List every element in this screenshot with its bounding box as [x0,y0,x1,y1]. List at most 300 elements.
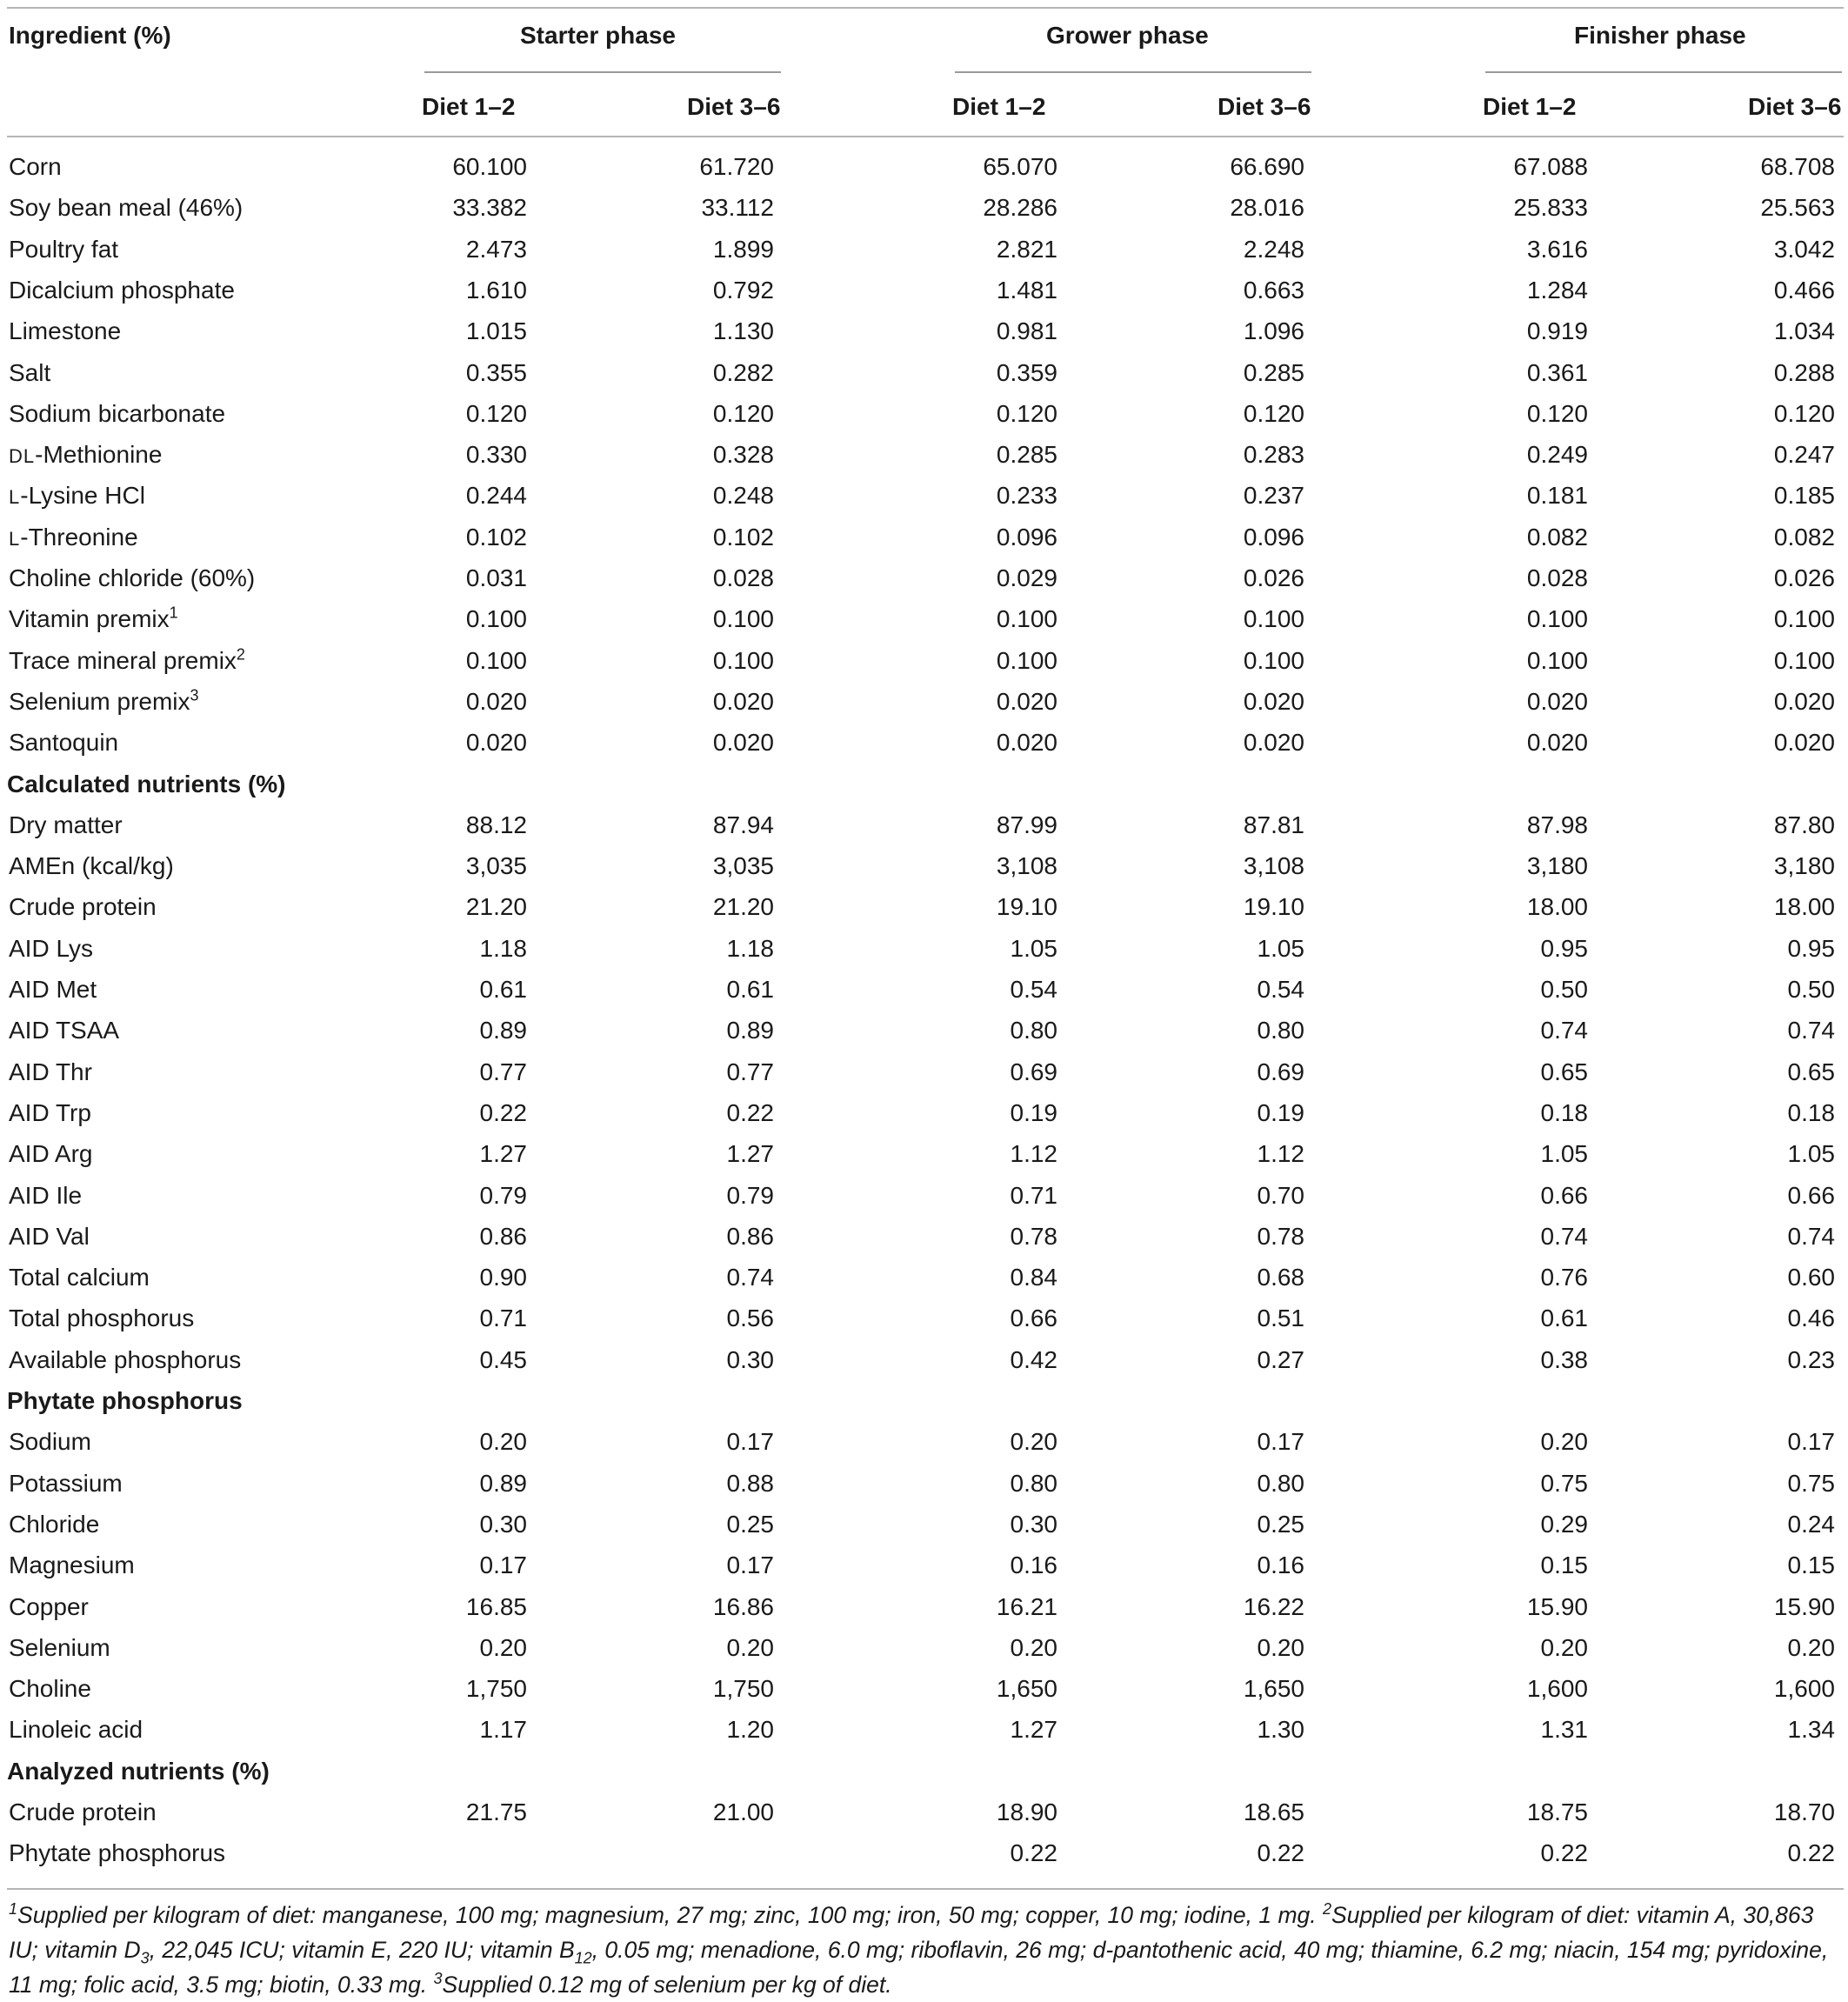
row-label [9,1798,157,1827]
row-label-text: AID Thr [9,1058,92,1085]
table-cell: 0.74 [1787,1017,1835,1044]
table-cell: 0.30 [726,1346,774,1373]
table-cell: 0.69 [1257,1058,1304,1085]
table-cell: 1,600 [1773,1675,1835,1702]
table-cell: 0.68 [1257,1264,1304,1291]
table-cell: 65.070 [983,153,1057,180]
table-cell: 0.75 [1540,1470,1588,1497]
row-label [9,1633,110,1663]
row-label [9,1551,135,1580]
table-cell: 0.22 [479,1099,527,1126]
row-label-text: -Threonine [20,524,138,551]
table-cell: 18.75 [1526,1798,1588,1825]
table-cell: 0.20 [1010,1428,1057,1455]
table-cell: 3.042 [1773,236,1835,263]
table-cell: 0.100 [1243,605,1304,632]
table-cell: 0.74 [1540,1017,1588,1044]
table-cell: 0.100 [465,647,527,674]
table-cell: 0.89 [479,1017,527,1044]
table-cell: 0.84 [1010,1264,1057,1291]
table-cell: 1.05 [1257,935,1304,962]
table-cell: 0.285 [1243,359,1304,386]
row-label [9,1058,92,1087]
section-heading: Phytate phosphorus [7,1387,243,1414]
table-cell: 0.20 [1540,1428,1588,1455]
table-cell: 21.00 [712,1798,774,1825]
table-cell: 0.80 [1010,1017,1057,1044]
table-cell: 0.096 [996,524,1057,551]
table-cell: 0.19 [1010,1099,1057,1126]
table-cell: 0.082 [1773,524,1835,551]
footnote-text-1: Supplied per kilogram of diet: manganese, 100 mg; magnesium, 27 mg; zinc, 100 mg; iron, 50 mg; copper, 10 mg; iodine, 1 mg. [17,1902,1324,1928]
table-cell: 1.034 [1773,317,1835,344]
row-label [9,317,121,346]
table-cell: 0.16 [1257,1552,1304,1578]
table-cell: 0.020 [1243,688,1304,715]
table-cell: 33.112 [701,194,774,221]
table-cell: 0.23 [1787,1346,1835,1373]
row-label-text: Vitamin premix [9,605,170,632]
row-label [9,481,145,512]
table-cell: 1.015 [465,317,527,344]
row-label-text: Limestone [9,317,122,344]
table-cell: 1.34 [1787,1716,1835,1743]
table-cell: 1.27 [479,1140,527,1167]
table-cell: 0.233 [996,482,1057,509]
table-cell: 0.22 [1540,1839,1588,1866]
table-cell: 1.096 [1243,317,1304,344]
diet-header-5: Diet 1–2 [1483,93,1577,120]
section-heading: Analyzed nutrients (%) [7,1758,270,1785]
table-cell: 0.026 [1243,564,1304,591]
table-cell: 0.78 [1257,1223,1304,1250]
table-cell: 0.70 [1257,1182,1304,1209]
row-label-text: Selenium premix [9,688,190,715]
table-cell: 33.382 [452,194,527,221]
row-label-text: AID Arg [9,1140,93,1167]
row-label [9,1181,82,1211]
table-cell: 1.27 [1010,1716,1057,1743]
table-cell: 21.20 [465,893,527,920]
row-label-text: AID Lys [9,935,93,962]
table-cell: 0.100 [712,647,774,674]
table-cell: 0.18 [1787,1099,1835,1126]
table-cell: 0.80 [1257,1017,1304,1044]
row-label [9,1345,241,1375]
table-cell: 0.86 [726,1223,774,1250]
table-cell: 1.130 [712,317,774,344]
table-cell: 3,180 [1526,852,1588,879]
table-cell: 1.05 [1787,1140,1835,1167]
row-label [9,440,162,471]
table-cell: 25.833 [1513,194,1588,221]
row-label [9,235,118,264]
table-cell: 87.98 [1526,811,1588,838]
row-label [9,1674,91,1704]
table-cell: 0.66 [1540,1182,1588,1209]
table-cell: 1.18 [479,935,527,962]
table-cell: 0.20 [1540,1634,1588,1661]
table-cell: 0.283 [1243,441,1304,468]
table-cell: 0.466 [1773,277,1835,304]
table-cell: 0.80 [1257,1470,1304,1497]
row-label-text: Linoleic acid [9,1716,143,1743]
table-cell: 87.81 [1243,811,1304,838]
table-cell: 1.12 [1010,1140,1057,1167]
table-cell: 0.100 [712,605,774,632]
table-cell: 0.22 [1257,1839,1304,1866]
table-cell: 0.89 [479,1470,527,1497]
row-label-text: Poultry fat [9,236,119,263]
row-label-text: AMEn (kcal/kg) [9,852,174,879]
table-cell: 0.76 [1540,1264,1588,1291]
table-cell: 0.102 [465,524,527,551]
table-cell: 0.71 [479,1305,527,1331]
table-cell: 0.244 [465,482,527,509]
footnote-text-2c: , 0.05 mg; menadione, 6.0 mg; riboflavin, 26 mg; d-pantothenic acid, 40 mg; thiamine, 6.2 mg; niacin, 154 mg; pyridoxine, 11 mg; folic acid, 3.5 mg; biotin, 0.33 mg. [9,1937,1829,1998]
row-label [9,604,178,634]
table-cell: 1.284 [1526,277,1588,304]
table-cell: 19.10 [1243,893,1304,920]
table-cell: 0.100 [1773,605,1835,632]
table-cell: 3,108 [996,852,1057,879]
table-cell: 1,750 [712,1675,774,1702]
table-cell: 0.75 [1787,1470,1835,1497]
table-cell: 0.20 [1010,1634,1057,1661]
row-label-text: Sodium bicarbonate [9,400,226,427]
table-cell: 0.80 [1010,1470,1057,1497]
table-cell: 19.10 [996,893,1057,920]
table-cell: 1.05 [1540,1140,1588,1167]
table-cell: 1,750 [465,1675,527,1702]
table-cell: 0.020 [465,729,527,756]
table-cell: 0.100 [1526,647,1588,674]
diet-header-3: Diet 1–2 [952,93,1046,120]
table-cell: 88.12 [465,811,527,838]
row-label [9,1469,123,1498]
row-label [9,646,245,676]
table-cell: 0.100 [1773,647,1835,674]
row-label [9,1016,119,1045]
table-cell: 0.18 [1540,1099,1588,1126]
table-cell: 0.120 [1243,400,1304,427]
table-cell: 0.61 [1540,1305,1588,1331]
row-label [9,1839,225,1868]
table-cell: 60.100 [452,153,527,180]
table-cell: 0.86 [479,1223,527,1250]
table-cell: 0.663 [1243,277,1304,304]
table-cell: 66.690 [1230,153,1304,180]
table-cell: 0.120 [1773,400,1835,427]
row-label-text: Trace mineral premix [9,647,237,674]
table-cell: 0.082 [1526,524,1588,551]
row-label-text: Choline [9,1675,91,1702]
row-label-text: Choline chloride (60%) [9,564,256,591]
table-cell: 0.100 [465,605,527,632]
table-cell: 0.95 [1787,935,1835,962]
table-cell: 1.18 [726,935,774,962]
table-cell: 0.288 [1773,359,1835,386]
table-cell: 0.100 [996,647,1057,674]
table-cell: 15.90 [1773,1593,1835,1620]
table-cell: 0.46 [1787,1305,1835,1331]
row-label [9,152,62,182]
row-label-text: AID TSAA [9,1017,120,1044]
table-cell: 0.15 [1540,1552,1588,1578]
table-cell: 0.29 [1540,1511,1588,1538]
table-cell: 0.71 [1010,1182,1057,1209]
table-cell: 0.77 [726,1058,774,1085]
table-cell: 0.282 [712,359,774,386]
table-cell: 28.016 [1230,194,1304,221]
table-cell: 1.610 [465,277,527,304]
starter-phase-rule [424,71,781,73]
table-cell: 0.17 [1257,1428,1304,1455]
row-label [9,728,118,757]
table-cell: 0.102 [712,524,774,551]
table-cell: 0.45 [479,1346,527,1373]
row-label-text: Soy bean meal (46%) [9,194,244,221]
table-cell: 0.020 [712,688,774,715]
table-cell: 0.100 [1526,605,1588,632]
table-cell: 0.028 [1526,564,1588,591]
table-cell: 0.54 [1010,976,1057,1003]
row-label [9,1263,150,1292]
header-rule [7,136,1844,137]
row-label [9,193,243,223]
table-cell: 1,650 [1243,1675,1304,1702]
diet-header-6: Diet 3–6 [1748,93,1842,120]
diet-header-2: Diet 3–6 [687,93,781,120]
table-cell: 0.65 [1787,1058,1835,1085]
table-cell: 1.05 [1010,935,1057,962]
table-cell: 0.54 [1257,976,1304,1003]
row-label [9,811,123,840]
table-cell: 1.17 [479,1716,527,1743]
table-cell: 0.247 [1773,441,1835,468]
table-cell: 16.22 [1243,1593,1304,1620]
table-cell: 0.20 [479,1634,527,1661]
row-label-text: Phytate phosphorus [9,1839,226,1866]
table-cell: 0.330 [465,441,527,468]
table-cell: 0.020 [1773,729,1835,756]
row-label-text: Salt [9,359,51,386]
table-cell: 0.248 [712,482,774,509]
table-cell: 0.77 [479,1058,527,1085]
table-cell: 67.088 [1513,153,1588,180]
table-cell: 0.56 [726,1305,774,1331]
row-label-footnote-marker: 3 [190,686,199,704]
row-label [9,851,174,881]
footnote-marker-3: 3 [433,1970,443,1988]
table-cell: 0.30 [1010,1511,1057,1538]
table-cell: 0.19 [1257,1099,1304,1126]
table-cell: 0.120 [712,400,774,427]
row-label [9,934,93,964]
bottom-rule [7,1888,1844,1890]
table-cell: 0.90 [479,1264,527,1291]
table-cell: 0.74 [726,1264,774,1291]
table-cell: 2.248 [1243,236,1304,263]
table-cell: 0.17 [726,1552,774,1578]
table-cell: 0.50 [1540,976,1588,1003]
table-cell: 0.61 [726,976,774,1003]
table-cell: 0.22 [1010,1839,1057,1866]
footnote [9,1898,1839,2002]
table-cell: 0.792 [712,277,774,304]
table-cell: 0.95 [1540,935,1588,962]
row-label-text: Santoquin [9,729,119,756]
starter-phase-header: Starter phase [520,22,676,49]
table-cell: 15.90 [1526,1593,1588,1620]
row-label [9,1427,91,1457]
table-cell: 0.181 [1526,482,1588,509]
finisher-phase-header: Finisher phase [1574,22,1746,49]
table-cell: 0.79 [479,1182,527,1209]
row-label-text: Sodium [9,1428,91,1455]
table-cell: 0.20 [479,1428,527,1455]
row-label [9,1715,143,1745]
table-cell: 0.120 [996,400,1057,427]
table-cell: 21.75 [465,1798,527,1825]
table-cell: 0.020 [465,688,527,715]
table-cell: 87.94 [712,811,774,838]
row-label-text: Crude protein [9,893,157,920]
row-label [9,1510,99,1539]
row-label-text: AID Ile [9,1182,83,1209]
table-cell: 0.020 [1526,729,1588,756]
table-cell: 0.30 [479,1511,527,1538]
row-label [9,276,235,305]
row-label-text: Available phosphorus [9,1346,242,1373]
row-label [9,1304,194,1333]
row-label [9,1222,90,1251]
table-cell: 0.026 [1773,564,1835,591]
table-cell: 0.66 [1010,1305,1057,1331]
row-label-text: Dicalcium phosphate [9,277,235,304]
row-label-text: Selenium [9,1634,110,1661]
footnote-text-2a: Supplied per kilogram of diet: vitamin A, 30,863 IU; vitamin D [9,1902,1814,1963]
table-cell: 0.919 [1526,317,1588,344]
table-cell: 3,180 [1773,852,1835,879]
ingredient-header: Ingredient (%) [9,22,171,49]
table-cell: 0.020 [1773,688,1835,715]
table-cell: 0.22 [726,1099,774,1126]
row-label-text: AID Trp [9,1099,91,1126]
table-cell: 0.17 [1787,1428,1835,1455]
table-cell: 2.821 [996,236,1057,263]
table-cell: 0.17 [479,1552,527,1578]
row-label-text: Corn [9,153,62,180]
table-cell: 16.86 [712,1593,774,1620]
row-label [9,1592,89,1622]
row-label-footnote-marker: 2 [236,645,245,664]
table-cell: 68.708 [1760,153,1835,180]
table-cell: 18.90 [996,1798,1057,1825]
table-cell: 0.020 [1243,729,1304,756]
row-label-text: Magnesium [9,1552,135,1578]
section-heading: Calculated nutrients (%) [7,771,286,797]
table-cell: 0.029 [996,564,1057,591]
row-label-text: Chloride [9,1511,100,1538]
row-label-text: Potassium [9,1470,123,1497]
table-cell: 0.74 [1540,1223,1588,1250]
table-cell: 0.328 [712,441,774,468]
row-label [9,1139,92,1169]
footnote-text-2b: , 22,045 ICU; vitamin E, 220 IU; vitamin B [149,1937,575,1963]
row-label-footnote-marker: 1 [169,604,178,622]
table-cell: 1,600 [1526,1675,1588,1702]
table-cell: 1.12 [1257,1140,1304,1167]
table-cell: 16.21 [996,1593,1057,1620]
row-label [9,687,199,717]
footnote-marker-2: 2 [1323,1900,1332,1919]
grower-phase-rule [955,71,1311,73]
table-cell: 2.473 [465,236,527,263]
row-label-prefix: DL [9,445,36,467]
table-cell: 0.355 [465,359,527,386]
table-cell: 3,035 [465,852,527,879]
table-cell: 87.80 [1773,811,1835,838]
table-cell: 0.20 [726,1634,774,1661]
table-cell: 1,650 [996,1675,1057,1702]
table-cell: 0.27 [1257,1346,1304,1373]
table-cell: 0.65 [1540,1058,1588,1085]
table-cell: 18.65 [1243,1798,1304,1825]
table-cell: 0.100 [996,605,1057,632]
footnote-sub-d3: 3 [140,1949,150,1967]
table-cell: 16.85 [465,1593,527,1620]
row-label [9,358,50,388]
table-cell: 0.61 [479,976,527,1003]
table-cell: 0.88 [726,1470,774,1497]
table-cell: 1.481 [996,277,1057,304]
table-cell: 61.720 [699,153,774,180]
table-cell: 0.51 [1257,1305,1304,1331]
table-cell: 0.20 [1787,1634,1835,1661]
table-cell: 18.00 [1526,893,1588,920]
diet-header-4: Diet 3–6 [1218,93,1311,120]
top-rule [7,7,1844,9]
table-cell: 0.237 [1243,482,1304,509]
table-cell: 1.899 [712,236,774,263]
table-cell: 0.359 [996,359,1057,386]
row-label-text: -Methionine [35,441,163,468]
table-cell: 3,035 [712,852,774,879]
row-label [9,523,138,554]
table-cell: 0.66 [1787,1182,1835,1209]
table-cell: 0.031 [465,564,527,591]
table-cell: 0.38 [1540,1346,1588,1373]
table-cell: 0.981 [996,317,1057,344]
table-cell: 0.100 [1243,647,1304,674]
row-label-prefix: L [9,486,21,508]
table-cell: 0.25 [1257,1511,1304,1538]
table-cell: 1.31 [1540,1716,1588,1743]
row-label-text: AID Met [9,976,97,1003]
table-cell: 0.74 [1787,1223,1835,1250]
row-label [9,564,255,593]
grower-phase-header: Grower phase [1046,22,1209,49]
table-cell: 18.00 [1773,893,1835,920]
table-cell: 3,108 [1243,852,1304,879]
table-cell: 0.17 [726,1428,774,1455]
row-label [9,1098,91,1128]
diet-header-1: Diet 1–2 [422,93,516,120]
table-cell: 0.16 [1010,1552,1057,1578]
table-cell: 3.616 [1526,236,1588,263]
table-cell: 0.15 [1787,1552,1835,1578]
